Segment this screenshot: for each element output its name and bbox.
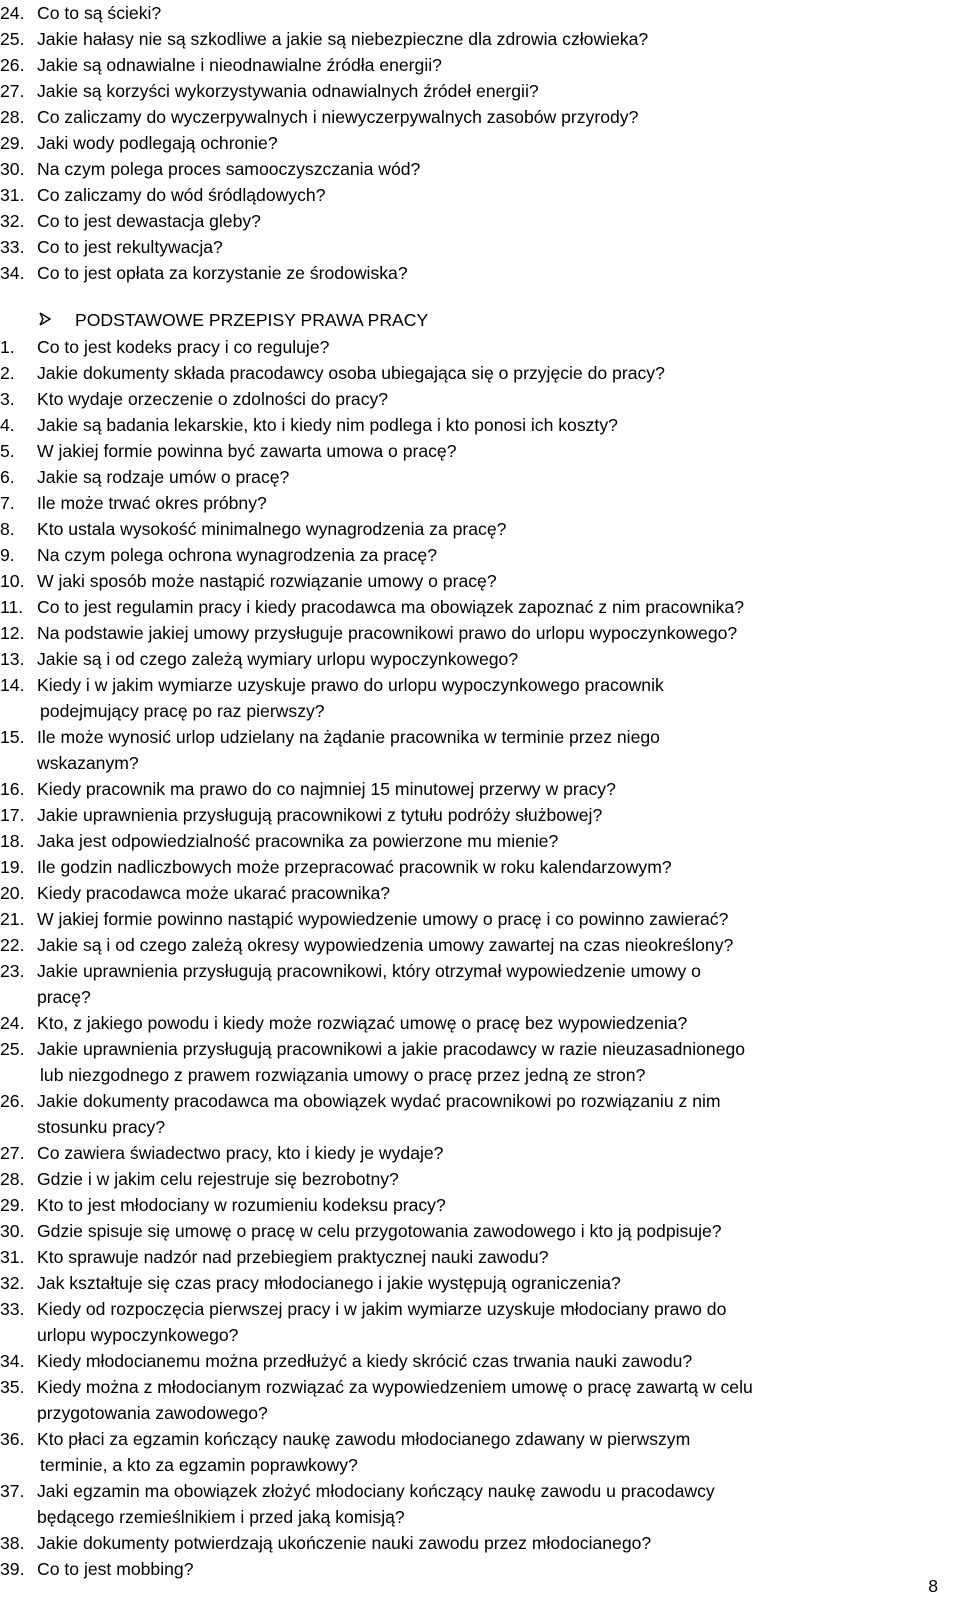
item-number: 25. [0,1039,25,1059]
item-number: 32. [0,1273,25,1293]
list-item [0,0,648,26]
item-number: 37. [0,1481,25,1501]
item-text: Co zaliczamy do wód śródlądowych? [37,185,326,205]
item-number: 34. [0,1351,25,1371]
arrow-bullet-icon [38,307,58,333]
item-number: 27. [0,1143,25,1163]
list-item [0,1296,753,1348]
list-item [0,724,753,776]
item-text: W jaki sposób może nastąpić rozwiązanie umowy o pracę? [37,571,497,591]
list-item [0,182,648,208]
list-item [0,854,753,880]
item-text: Ile może wynosić urlop udzielany na żądanie pracownika w terminie przez niego [37,727,660,747]
list-item [0,646,753,672]
item-text: Kiedy pracownik ma prawo do co najmniej 15 minutowej przerwy w pracy? [37,779,616,799]
item-text: Na czym polega ochrona wynagrodzenia za pracę? [37,545,438,565]
item-text: Jak kształtuje się czas pracy młodocianego i jakie występują ograniczenia? [37,1273,621,1293]
item-text: Jaka jest odpowiedzialność pracownika za powierzone mu mienie? [37,831,559,851]
list-item [0,1478,753,1530]
item-text-continuation: lub niezgodnego z prawem rozwiązania umowy o pracę przez jedną ze stron? [40,1065,646,1085]
item-number: 28. [0,107,25,127]
item-number: 10. [0,571,25,591]
item-number: 5. [0,441,15,461]
list-item [0,802,753,828]
item-number: 29. [0,133,25,153]
list-item [0,958,753,1010]
item-text: Jakie dokumenty potwierdzają ukończenie nauki zawodu przez młodocianego? [37,1533,652,1553]
item-number: 9. [0,545,15,565]
item-text: Jakie są korzyści wykorzystywania odnawialnych źródeł energii? [37,81,539,101]
item-text: Kto sprawuje nadzór nad przebiegiem praktycznej nauki zawodu? [37,1247,549,1267]
section-heading [38,307,428,333]
item-text: Ile godzin nadliczbowych może przepracować pracownik w roku kalendarzowym? [37,857,672,877]
item-text: Jakie dokumenty pracodawca ma obowiązek wydać pracownikowi po rozwiązaniu z nim [37,1091,721,1111]
list-item [0,260,648,286]
item-number: 14. [0,675,25,695]
item-number: 33. [0,1299,25,1319]
item-text: Jakie uprawnienia przysługują pracownikowi a jakie pracodawcy w razie nieuzasadnionego [37,1039,746,1059]
list-item [0,880,753,906]
item-number: 3. [0,389,15,409]
item-text: W jakiej formie powinna być zawarta umowa o pracę? [37,441,457,461]
item-text-continuation: urlopu wypoczynkowego? [37,1325,239,1345]
item-number: 8. [0,519,15,539]
section-heading-text: PODSTAWOWE PRZEPISY PRAWA PRACY [75,310,429,330]
list-item [0,130,648,156]
item-number: 31. [0,1247,25,1267]
item-number: 18. [0,831,25,851]
item-text: Jakie są rodzaje umów o pracę? [37,467,290,487]
list-item [0,776,753,802]
item-number: 20. [0,883,25,903]
item-text: Na czym polega proces samooczyszczania wód? [37,159,421,179]
item-text-continuation: terminie, a kto za egzamin poprawkowy? [40,1455,358,1475]
item-number: 19. [0,857,25,877]
list-item [0,334,753,360]
item-text: Kiedy pracodawca może ukarać pracownika? [37,883,391,903]
list-item [0,932,753,958]
item-number: 36. [0,1429,25,1449]
item-number: 23. [0,961,25,981]
item-text: Jakie są i od czego zależą wymiary urlopu wypoczynkowego? [37,649,519,669]
item-number: 7. [0,493,15,513]
list-item [0,568,753,594]
item-text: Jakie są badania lekarskie, kto i kiedy nim podlega i kto ponosi ich koszty? [37,415,618,435]
item-text: Co to jest mobbing? [37,1559,194,1579]
item-text: Kto wydaje orzeczenie o zdolności do pracy? [37,389,389,409]
item-text: Jakie uprawnienia przysługują pracownikowi, który otrzymał wypowiedzenie umowy o [37,961,701,981]
item-number: 35. [0,1377,25,1397]
item-number: 38. [0,1533,25,1553]
list-item [0,52,648,78]
item-number: 17. [0,805,25,825]
item-text: Jakie uprawnienia przysługują pracownikowi z tytułu podróży służbowej? [37,805,603,825]
item-number: 27. [0,81,25,101]
item-number: 39. [0,1559,25,1579]
item-text: Co zaliczamy do wyczerpywalnych i niewyczerpywalnych zasobów przyrody? [37,107,639,127]
list-item [0,156,648,182]
list-item [0,1088,753,1140]
item-text: Na podstawie jakiej umowy przysługuje pracownikowi prawo do urlopu wypoczynkowego? [37,623,738,643]
list-item [0,438,753,464]
item-number: 13. [0,649,25,669]
question-list-labor-law [0,334,753,1582]
item-text-continuation: podejmujący pracę po raz pierwszy? [40,701,325,721]
list-item [0,26,648,52]
item-text: Kto ustala wysokość minimalnego wynagrodzenia za pracę? [37,519,507,539]
item-number: 22. [0,935,25,955]
list-item [0,1166,753,1192]
item-number: 29. [0,1195,25,1215]
list-item [0,620,753,646]
item-number: 16. [0,779,25,799]
item-text: Co to jest rekultywacja? [37,237,223,257]
item-text: Jakie są odnawialne i nieodnawialne źródła energii? [37,55,442,75]
list-item [0,360,753,386]
item-text: Jakie są i od czego zależą okresy wypowiedzenia umowy zawartej na czas nieokreślony? [37,935,734,955]
item-text-continuation: stosunku pracy? [37,1117,166,1137]
item-number: 34. [0,263,25,283]
item-text: Gdzie spisuje się umowę o pracę w celu przygotowania zawodowego i kto ją podpisuje? [37,1221,722,1241]
item-number: 12. [0,623,25,643]
list-item [0,1218,753,1244]
item-number: 15. [0,727,25,747]
item-text: Kiedy od rozpoczęcia pierwszej pracy i w jakim wymiarze uzyskuje młodociany prawo do [37,1299,727,1319]
list-item [0,104,648,130]
item-number: 1. [0,337,15,357]
list-item [0,234,648,260]
question-list-environment [0,0,648,286]
item-text: Co zawiera świadectwo pracy, kto i kiedy je wydaje? [37,1143,444,1163]
item-text: Co to są ścieki? [37,3,162,23]
item-number: 26. [0,55,25,75]
item-text: Co to jest kodeks pracy i co reguluje? [37,337,330,357]
list-item [0,412,753,438]
list-item [0,1270,753,1296]
item-number: 31. [0,185,25,205]
list-item [0,594,753,620]
item-text: Jaki wody podlegają ochronie? [37,133,278,153]
item-text: Gdzie i w jakim celu rejestruje się bezrobotny? [37,1169,399,1189]
list-item [0,1036,753,1088]
item-text: Ile może trwać okres próbny? [37,493,267,513]
list-item [0,1374,753,1426]
page-number: 8 [928,1576,938,1596]
item-number: 21. [0,909,25,929]
item-number: 30. [0,1221,25,1241]
item-number: 24. [0,1013,25,1033]
item-text-continuation: będącego rzemieślnikiem i przed jaką komisją? [37,1507,405,1527]
list-item [0,906,753,932]
list-item [0,1010,753,1036]
list-item [0,1140,753,1166]
item-text: Jaki egzamin ma obowiązek złożyć młodociany kończący naukę zawodu u pracodawcy [37,1481,715,1501]
item-number: 11. [0,597,24,617]
list-item [0,490,753,516]
item-number: 24. [0,3,25,23]
list-item [0,1244,753,1270]
item-text: Kiedy można z młodocianym rozwiązać za wypowiedzeniem umowę o pracę zawartą w celu [37,1377,753,1397]
item-number: 2. [0,363,15,383]
list-item [0,464,753,490]
list-item [0,386,753,412]
item-number: 32. [0,211,25,231]
item-text: Kto to jest młodociany w rozumieniu kodeksu pracy? [37,1195,446,1215]
list-item [0,672,753,724]
item-text: Kto płaci za egzamin kończący naukę zawodu młodocianego zdawany w pierwszym [37,1429,691,1449]
list-item [0,516,753,542]
item-text: W jakiej formie powinno nastąpić wypowiedzenie umowy o pracę i co powinno zawierać? [37,909,729,929]
item-number: 6. [0,467,15,487]
item-text-continuation: przygotowania zawodowego? [37,1403,268,1423]
item-number: 25. [0,29,25,49]
list-item [0,1192,753,1218]
list-item [0,1530,753,1556]
list-item [0,1348,753,1374]
item-text: Kto, z jakiego powodu i kiedy może rozwiązać umowę o pracę bez wypowiedzenia? [37,1013,688,1033]
item-text: Co to jest opłata za korzystanie ze środowiska? [37,263,408,283]
list-item [0,1426,753,1478]
item-number: 26. [0,1091,25,1111]
item-text: Kiedy i w jakim wymiarze uzyskuje prawo do urlopu wypoczynkowego pracownik [37,675,664,695]
list-item [0,828,753,854]
item-number: 4. [0,415,15,435]
list-item [0,542,753,568]
item-text: Jakie dokumenty składa pracodawcy osoba ubiegająca się o przyjęcie do pracy? [37,363,665,383]
item-text-continuation: wskazanym? [37,753,139,773]
list-item [0,208,648,234]
item-number: 28. [0,1169,25,1189]
item-text: Co to jest dewastacja gleby? [37,211,261,231]
item-number: 33. [0,237,25,257]
item-number: 30. [0,159,25,179]
list-item [0,1556,753,1582]
item-text: Co to jest regulamin pracy i kiedy pracodawca ma obowiązek zapoznać z nim pracownika? [37,597,745,617]
item-text: Kiedy młodocianemu można przedłużyć a kiedy skrócić czas trwania nauki zawodu? [37,1351,693,1371]
item-text: Jakie hałasy nie są szkodliwe a jakie są niebezpieczne dla zdrowia człowieka? [37,29,649,49]
item-text-continuation: pracę? [37,987,91,1007]
list-item [0,78,648,104]
